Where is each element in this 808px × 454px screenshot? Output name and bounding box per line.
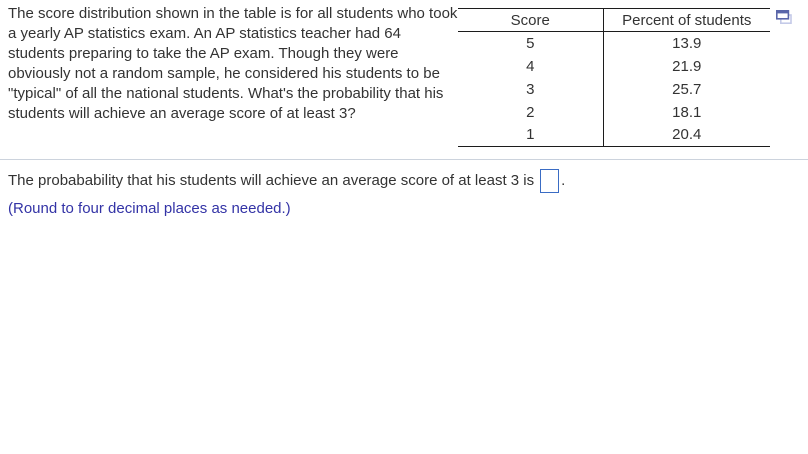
score-cell: 2 [458, 101, 603, 124]
answer-prompt-period: . [561, 172, 566, 189]
score-cell: 3 [458, 78, 603, 101]
score-table-container [458, 8, 770, 147]
percent-cell: 21.9 [672, 57, 702, 75]
section-divider [0, 159, 808, 160]
answer-input[interactable] [540, 169, 559, 193]
score-cell: 5 [458, 32, 603, 55]
percent-cell: 18.1 [672, 103, 702, 121]
score-cell: 1 [458, 124, 603, 147]
percent-cell: 20.4 [672, 126, 702, 144]
score-cell: 4 [458, 55, 603, 78]
table-row [458, 32, 770, 55]
table-row [458, 78, 770, 101]
score-table [458, 8, 770, 147]
answer-area [8, 168, 768, 219]
table-header-row [458, 9, 770, 32]
table-row [458, 124, 770, 147]
percent-cell: 25.7 [672, 80, 702, 98]
column-header-percent: Percent of students [603, 9, 770, 32]
copy-table-icon[interactable] [776, 10, 792, 25]
question-text: The score distribution shown in the table is for all students who took a yearly AP statistics exam. An AP statistics teacher had 64 students preparing to take the AP exam. Though they were obviously not a random sample, he considered his students to be "typical" of all the national students. What's the probability that his students will achieve an average score of at least 3? [8, 5, 458, 122]
table-row [458, 55, 770, 78]
table-row [458, 101, 770, 124]
percent-cell: 13.9 [672, 34, 702, 52]
column-header-score: Score [458, 9, 603, 32]
answer-prompt-line [8, 168, 768, 194]
answer-prompt-text: The probabability that his students will achieve an average score of at least 3 is [8, 172, 535, 189]
rounding-instruction: (Round to four decimal places as needed.) [8, 200, 291, 217]
